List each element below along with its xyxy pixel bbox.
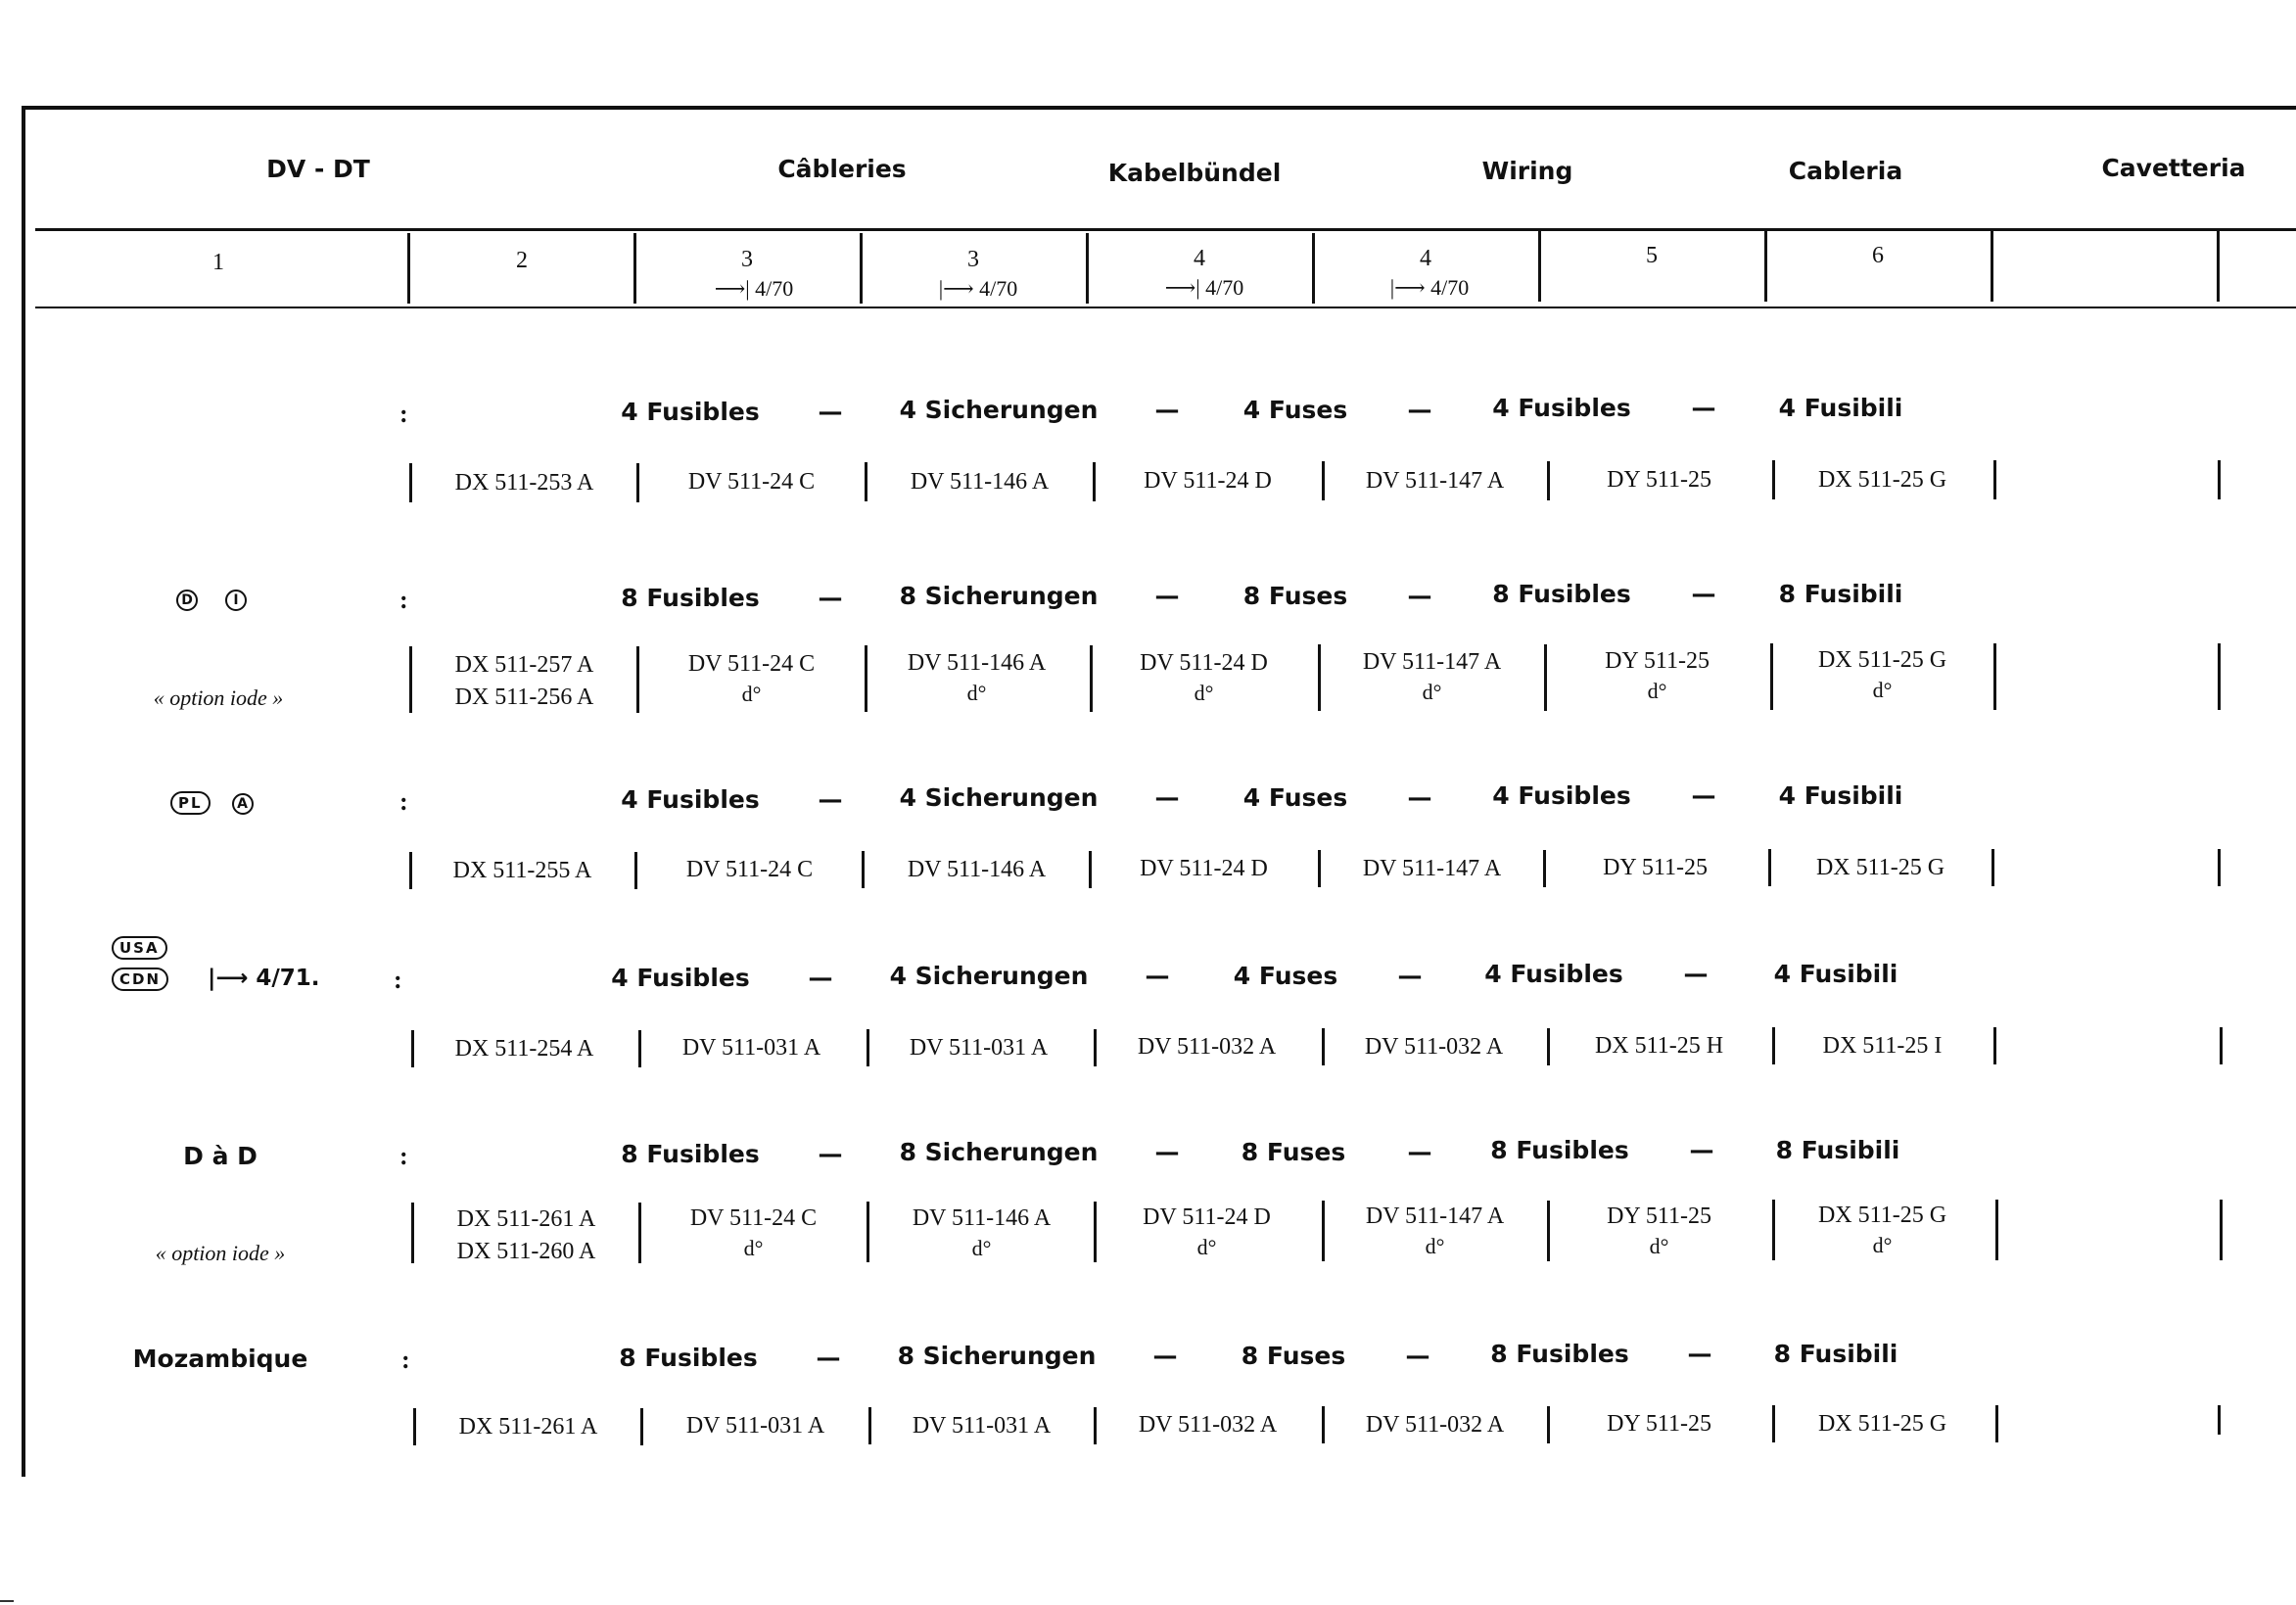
part-number: DX 511-25 G [1817, 1203, 1947, 1228]
dash: — [818, 785, 843, 814]
col-num-4a: 4 [1194, 246, 1205, 271]
ditto-mark: d° [1872, 1233, 1893, 1257]
country-code-usa: USA [112, 936, 167, 960]
ditto-mark: d° [966, 681, 987, 705]
part-number: DX 511-260 A [456, 1239, 596, 1264]
fuse-label: 4 Fusibles [1492, 781, 1631, 810]
row-sep [1093, 462, 1096, 501]
fuse-label: 8 Sicherungen [897, 1342, 1097, 1370]
fuse-label: 8 Fusibles [619, 1344, 758, 1372]
row-sep [636, 463, 639, 502]
part-number: DV 511-032 A [1138, 1412, 1278, 1438]
fuse-label: 4 Fuses [1233, 962, 1338, 990]
ditto-mark: d° [1422, 680, 1442, 704]
part-number: DV 511-146 A [907, 650, 1047, 676]
dash: — [1407, 783, 1432, 812]
dash: — [818, 398, 843, 426]
dash: — [1154, 396, 1180, 424]
left-border [22, 106, 25, 1477]
row-sep [1090, 645, 1093, 712]
row-sep [865, 462, 867, 501]
fuse-label: 4 Fusibles [611, 964, 750, 992]
dash: — [1687, 1340, 1712, 1368]
row-sep [2220, 1027, 2223, 1064]
country-name: Mozambique [132, 1345, 308, 1373]
fuse-label: 8 Fuses [1241, 1342, 1346, 1370]
date-label: |⟶ 4/71. [208, 966, 320, 991]
part-number: DX 511-253 A [454, 470, 594, 496]
dash: — [1691, 394, 1716, 422]
part-number: DV 511-146 A [912, 1205, 1052, 1231]
fuse-label: 4 Fusibles [621, 398, 760, 426]
country-code-d: D [176, 590, 198, 611]
dash: — [818, 1140, 843, 1168]
part-number: DX 511-25 G [1817, 647, 1947, 673]
row-sep [1094, 1407, 1097, 1444]
part-number: DV 511-146 A [910, 469, 1050, 495]
title-dv-dt: DV - DT [266, 155, 370, 183]
country-code-i: I [225, 590, 247, 611]
row-sep [413, 1408, 416, 1445]
dash: — [1689, 1136, 1714, 1164]
part-number: DV 511-24 C [685, 857, 814, 882]
ditto-mark: d° [1425, 1234, 1445, 1258]
ditto-mark: d° [1872, 678, 1893, 702]
part-number: DV 511-147 A [1365, 468, 1505, 494]
row-sep [867, 1202, 869, 1262]
group-colon: : [399, 1142, 408, 1170]
fuse-label: 8 Fusibles [1490, 1340, 1629, 1368]
dash: — [1154, 783, 1180, 812]
part-number: DV 511-031 A [909, 1035, 1049, 1061]
title-cavetteria: Cavetteria [2101, 154, 2246, 182]
country-codes [170, 791, 288, 815]
col-sep [2217, 231, 2220, 302]
top-rule [22, 106, 2296, 110]
row-sep [409, 646, 412, 713]
fuse-label: 4 Sicherungen [889, 962, 1089, 990]
row-sep [1993, 1027, 1996, 1064]
dash: — [1691, 781, 1716, 810]
part-number: DV 511-031 A [912, 1413, 1052, 1439]
fuse-label: 4 Sicherungen [899, 783, 1099, 812]
part-number: DX 511-261 A [458, 1414, 598, 1440]
fuse-label: 4 Fuses [1242, 783, 1348, 812]
row-sep [636, 646, 639, 713]
part-number: DX 511-25 I [1822, 1033, 1943, 1059]
group-colon: : [394, 966, 402, 994]
country-code-a: A [232, 793, 254, 815]
row-sep [640, 1408, 643, 1445]
part-number: DV 511-147 A [1365, 1204, 1505, 1229]
part-number: DX 511-25 G [1815, 855, 1945, 880]
ditto-mark: d° [1196, 1235, 1217, 1259]
part-number: DY 511-25 [1605, 648, 1710, 674]
col-sep [1991, 231, 1993, 302]
part-number: DX 511-255 A [452, 858, 592, 883]
ditto-mark: d° [1194, 681, 1214, 705]
fuse-label: 8 Fusibili [1773, 1340, 1898, 1368]
col-num-1: 1 [212, 250, 224, 275]
title-wiring: Wiring [1481, 157, 1573, 185]
row-sep [1089, 851, 1092, 888]
title-cableries: Câbleries [777, 155, 907, 183]
ditto-mark: d° [1649, 1234, 1669, 1258]
dash: — [1691, 580, 1716, 608]
part-number: DV 511-24 C [687, 651, 816, 677]
part-number: DY 511-25 [1603, 855, 1708, 880]
group-colon: : [401, 1345, 410, 1374]
row-sep [1995, 1405, 1998, 1442]
part-number: DY 511-25 [1607, 1411, 1711, 1437]
col-num-3a: 3 [741, 247, 753, 272]
row-sep [411, 1203, 414, 1263]
row-sep [2218, 643, 2221, 710]
ditto-mark: d° [741, 682, 762, 706]
col-num-4b: 4 [1420, 246, 1431, 271]
part-number: DV 511-032 A [1365, 1412, 1505, 1438]
country-codes [112, 936, 229, 960]
row-sep [1318, 644, 1321, 711]
part-number: DV 511-24 D [1144, 468, 1272, 494]
part-number: DV 511-031 A [681, 1035, 821, 1061]
country-name: D à D [183, 1142, 258, 1170]
part-number: DX 511-25 G [1817, 1411, 1947, 1437]
country-code-cdn: CDN [112, 968, 168, 991]
dash: — [1407, 1138, 1432, 1166]
dash: — [816, 1344, 841, 1372]
part-number: DX 511-25 H [1594, 1033, 1724, 1059]
part-number: DX 511-254 A [454, 1036, 594, 1062]
dash: — [1407, 582, 1432, 610]
part-number: DV 511-24 C [687, 469, 816, 495]
dash: — [808, 964, 833, 992]
fuse-label: 8 Fusibles [1492, 580, 1631, 608]
row-sep [634, 852, 637, 889]
row-sep [1993, 643, 1996, 710]
row-sep [2218, 1405, 2221, 1435]
dash: — [1397, 962, 1423, 990]
group-colon: : [399, 400, 408, 428]
fuse-label: 4 Fusibles [621, 785, 760, 814]
row-sep [409, 463, 412, 502]
row-sep [2220, 1200, 2223, 1260]
part-number: DY 511-25 [1607, 467, 1711, 493]
part-number: DV 511-24 C [689, 1205, 818, 1231]
part-number: DV 511-147 A [1362, 856, 1502, 881]
column-rule [35, 307, 2296, 308]
part-number: DX 511-25 G [1817, 467, 1947, 493]
fuse-label: 8 Sicherungen [899, 582, 1099, 610]
row-sep [638, 1203, 641, 1263]
row-sep [1993, 460, 1996, 499]
dash: — [1154, 1138, 1180, 1166]
part-number: DV 511-24 D [1140, 650, 1268, 676]
row-sep [1995, 1200, 1998, 1260]
part-number: DV 511-032 A [1364, 1034, 1504, 1060]
fuse-label: 4 Fusibili [1778, 394, 1903, 422]
col-num-5: 5 [1646, 243, 1658, 268]
option-note: « option iode » [153, 685, 284, 710]
dash: — [818, 584, 843, 612]
row-sep [2218, 849, 2221, 886]
part-number: DX 511-256 A [454, 684, 594, 710]
dash: — [1407, 396, 1432, 424]
fuse-label: 8 Fuses [1241, 1138, 1346, 1166]
ditto-mark: d° [971, 1236, 992, 1260]
col-sub-3b: |⟶ 4/70 [938, 276, 1018, 301]
col-sub-3a: ⟶| 4/70 [714, 276, 794, 301]
row-sep [1991, 849, 1994, 886]
country-codes [176, 590, 274, 611]
fuse-label: 8 Fusibles [621, 1140, 760, 1168]
fuse-label: 4 Fusibles [1484, 960, 1623, 988]
dash: — [1152, 1342, 1178, 1370]
fuse-label: 8 Fusibili [1778, 580, 1903, 608]
part-number: DV 511-24 D [1140, 856, 1268, 881]
fuse-label: 4 Fusibili [1778, 781, 1903, 810]
fuse-label: 8 Fuses [1242, 582, 1348, 610]
part-number: DV 511-031 A [685, 1413, 825, 1439]
fuse-label: 8 Sicherungen [899, 1138, 1099, 1166]
fuse-label: 8 Fusibles [621, 584, 760, 612]
row-sep [2218, 460, 2221, 499]
col-num-6: 6 [1872, 243, 1884, 268]
fuse-label: 4 Sicherungen [899, 396, 1099, 424]
ditto-mark: d° [1647, 679, 1667, 703]
col-num-3b: 3 [967, 247, 979, 272]
fuse-label: 4 Fusibili [1773, 960, 1898, 988]
title-cableria: Cableria [1788, 157, 1903, 185]
row-sep [1318, 850, 1321, 887]
col-sub-4a: ⟶| 4/70 [1164, 275, 1244, 300]
option-note: « option iode » [155, 1241, 286, 1265]
fuse-label: 8 Fusibili [1775, 1136, 1900, 1164]
dash: — [1405, 1342, 1430, 1370]
fuse-label: 8 Fusibles [1490, 1136, 1629, 1164]
dash: — [1154, 582, 1180, 610]
part-number: DY 511-25 [1607, 1204, 1711, 1229]
fuse-label: 4 Fuses [1242, 396, 1348, 424]
group-colon: : [399, 787, 408, 816]
dash: — [1683, 960, 1709, 988]
margin-mark [0, 1600, 14, 1602]
part-number: DV 511-146 A [907, 857, 1047, 882]
country-code-pl: PL [170, 791, 211, 815]
group-colon: : [399, 586, 408, 614]
part-number: DV 511-032 A [1137, 1034, 1277, 1060]
header-rule [35, 228, 2296, 231]
part-number: DV 511-147 A [1362, 649, 1502, 675]
fuse-label: 4 Fusibles [1492, 394, 1631, 422]
title-kabelbundel: Kabelbündel [1107, 159, 1282, 187]
part-number: DV 511-24 D [1143, 1204, 1271, 1230]
col-num-2: 2 [516, 248, 528, 273]
ditto-mark: d° [743, 1236, 764, 1260]
part-number: DX 511-257 A [454, 652, 594, 678]
part-number: DX 511-261 A [456, 1206, 596, 1232]
row-sep [862, 851, 865, 888]
col-sub-4b: |⟶ 4/70 [1389, 275, 1470, 300]
dash: — [1145, 962, 1170, 990]
